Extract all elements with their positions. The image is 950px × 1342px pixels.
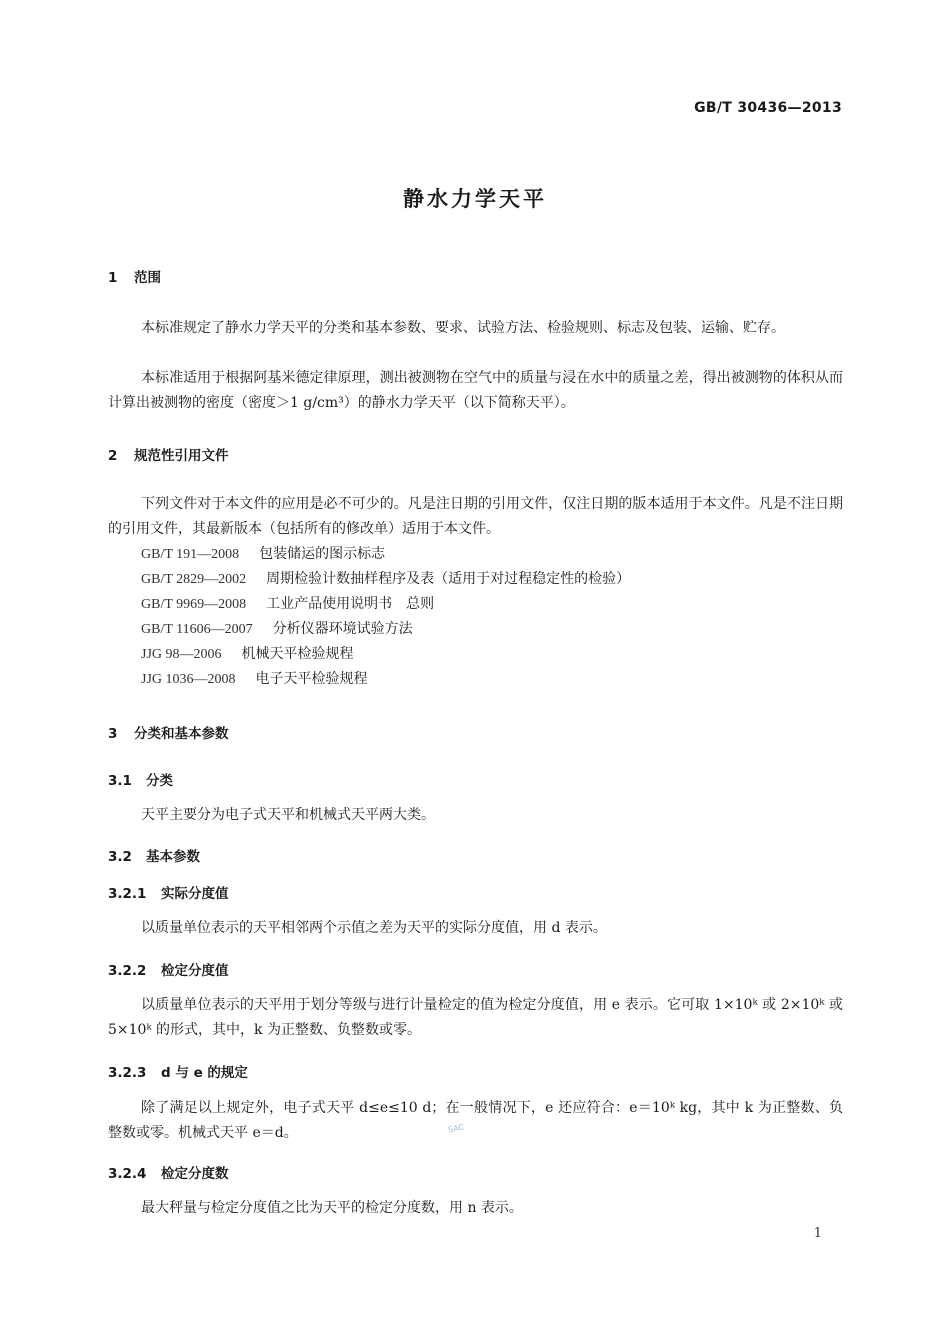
section-number: 3.2.4 <box>108 1166 147 1182</box>
reference-title: 机械天平检验规程 <box>241 646 354 662</box>
section-title: 分类 <box>146 773 173 789</box>
paragraph-actual-division: 以质量单位表示的天平相邻两个示值之差为天平的实际分度值，用 d 表示。 <box>141 920 607 936</box>
reference-item <box>141 617 413 642</box>
reference-item <box>141 542 385 567</box>
section-heading-3 <box>108 722 229 742</box>
section-number: 3.2.3 <box>108 1065 147 1081</box>
section-title: 检定分度数 <box>161 1166 229 1182</box>
reference-title: 电子天平检验规程 <box>255 671 368 687</box>
reference-code: GB/T 191—2008 <box>141 547 240 562</box>
reference-code: GB/T 2829—2002 <box>141 572 247 587</box>
section-title: d 与 e 的规定 <box>161 1065 248 1081</box>
section-title: 规范性引用文件 <box>134 448 229 464</box>
paragraph-scope-1: 本标准规定了静水力学天平的分类和基本参数、要求、试验方法、检验规则、标志及包装、运输、贮存。 <box>141 320 785 336</box>
page-number: 1 <box>813 1226 822 1241</box>
paragraph-classification: 天平主要分为电子式天平和机械式天平两大类。 <box>141 807 435 823</box>
reference-code: JJG 1036—2008 <box>141 672 236 687</box>
section-number: 3 <box>108 726 118 742</box>
section-title: 范围 <box>134 270 161 286</box>
section-title: 分类和基本参数 <box>134 726 229 742</box>
section-heading-3-2 <box>108 845 200 865</box>
section-heading-3-2-2 <box>108 959 229 979</box>
section-number: 3.1 <box>108 773 132 789</box>
sac-watermark: SAC <box>447 1122 465 1135</box>
section-heading-1 <box>108 266 161 286</box>
section-heading-3-2-4 <box>108 1162 229 1182</box>
reference-item <box>141 567 630 592</box>
paragraph-scope-2: 本标准适用于根据阿基米德定律原理，测出被测物在空气中的质量与浸在水中的质量之差，得出被测物的体积从而计算出被测物的密度（密度＞1 g/cm³）的静水力学天平（以下简称天平）。 <box>108 370 843 411</box>
reference-code: GB/T 11606—2007 <box>141 622 253 637</box>
document-title: 静水力学天平 <box>403 187 547 211</box>
reference-title: 工业产品使用说明书 总则 <box>266 596 435 612</box>
section-heading-3-2-3 <box>108 1061 248 1081</box>
reference-title: 包装储运的图示标志 <box>259 546 386 562</box>
section-number: 3.2 <box>108 849 132 865</box>
section-title: 检定分度值 <box>161 963 229 979</box>
paragraph-verification-division: 以质量单位表示的天平用于划分等级与进行计量检定的值为检定分度值，用 e 表示。它可取 1×10ᵏ 或 2×10ᵏ 或 5×10ᵏ 的形式，其中，k 为正整数、负整数或零。 <box>108 997 843 1038</box>
section-title: 基本参数 <box>146 849 200 865</box>
section-number: 2 <box>108 448 118 464</box>
paragraph-d-e-rules: 除了满足以上规定外，电子式天平 d≤e≤10 d；在一般情况下，e 还应符合：e＝10ᵏ kg，其中 k 为正整数、负整数或零。机械式天平 e＝d。 <box>108 1100 843 1141</box>
reference-code: GB/T 9969—2008 <box>141 597 247 612</box>
section-title: 实际分度值 <box>161 886 229 902</box>
reference-item <box>141 667 368 692</box>
paragraph-verification-count: 最大秤量与检定分度值之比为天平的检定分度数，用 n 表示。 <box>141 1200 523 1216</box>
paragraph-references-intro: 下列文件对于本文件的应用是必不可少的。凡是注日期的引用文件，仅注日期的版本适用于本文件。凡是不注日期的引用文件，其最新版本（包括所有的修改单）适用于本文件。 <box>108 496 843 537</box>
reference-item <box>141 592 434 617</box>
reference-item <box>141 642 354 667</box>
section-heading-3-1 <box>108 769 173 789</box>
section-number: 3.2.1 <box>108 886 147 902</box>
section-heading-3-2-1 <box>108 882 229 902</box>
reference-title: 分析仪器环境试验方法 <box>272 621 413 637</box>
section-number: 1 <box>108 270 118 286</box>
reference-title: 周期检验计数抽样程序及表（适用于对过程稳定性的检验） <box>266 571 631 587</box>
reference-code: JJG 98—2006 <box>141 647 222 662</box>
section-heading-2 <box>108 444 229 464</box>
section-number: 3.2.2 <box>108 963 147 979</box>
standard-code: GB/T 30436—2013 <box>694 100 842 116</box>
